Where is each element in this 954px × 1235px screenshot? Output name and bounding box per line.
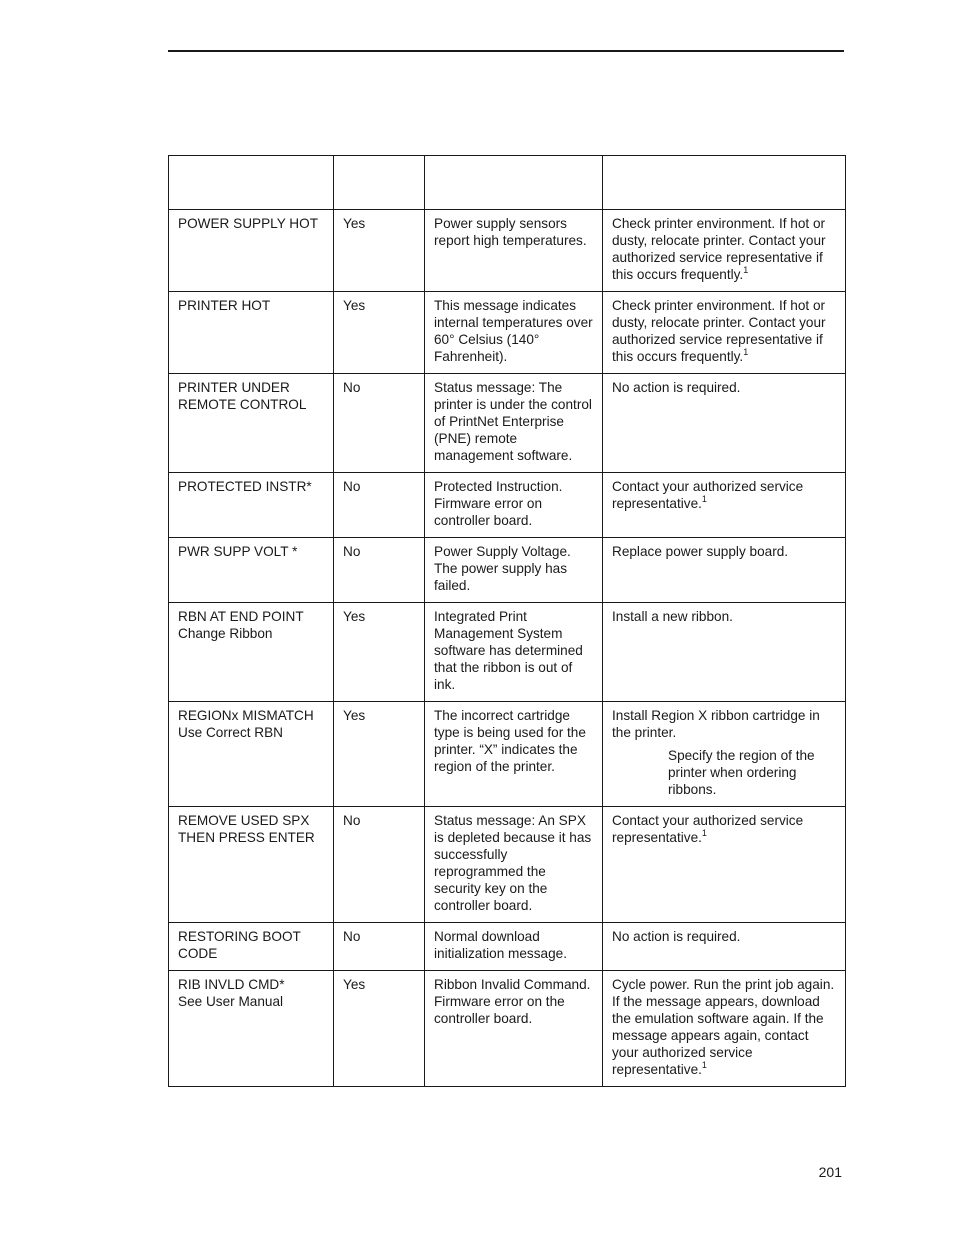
action-note: Specify the region of the printer when ordering ribbons. bbox=[668, 748, 815, 797]
header-message bbox=[169, 156, 334, 210]
header-explanation bbox=[425, 156, 603, 210]
action-cell bbox=[603, 923, 846, 971]
action-text: Contact your authorized service representative. bbox=[612, 813, 804, 845]
explanation-cell: Ribbon Invalid Command. Firmware error on the controller board. bbox=[425, 971, 603, 1087]
display-cell: Yes bbox=[334, 971, 425, 1087]
action-text: Replace power supply board. bbox=[612, 544, 789, 559]
message-line: REMOTE CONTROL bbox=[178, 397, 307, 412]
explanation-cell: Status message: The printer is under the control of PrintNet Enterprise (PNE) remote management software. bbox=[425, 374, 603, 473]
display-cell: Yes bbox=[334, 292, 425, 374]
message-cell bbox=[169, 374, 334, 473]
footnote-ref: 1 bbox=[743, 265, 749, 275]
action-cell bbox=[603, 473, 846, 538]
action-text: Check printer environment. If hot or dusty, relocate printer. Contact your authorized service representative if this occurs frequently. bbox=[612, 298, 826, 364]
message-cell bbox=[169, 702, 334, 807]
action-cell bbox=[603, 210, 846, 292]
message-line: PRINTER HOT bbox=[178, 298, 271, 313]
display-cell: Yes bbox=[334, 603, 425, 702]
action-text: Contact your authorized service representative. bbox=[612, 479, 804, 511]
display-cell: Yes bbox=[334, 210, 425, 292]
table-row bbox=[169, 971, 846, 1087]
action-cell bbox=[603, 971, 846, 1087]
message-line: RIB INVLD CMD* bbox=[178, 977, 285, 992]
display-cell: No bbox=[334, 473, 425, 538]
explanation-cell: Power supply sensors report high temperatures. bbox=[425, 210, 603, 292]
message-cell bbox=[169, 603, 334, 702]
action-text: Cycle power. Run the print job again. If the message appears, download the emulation software again. If the message appears again, contact your authorized service representative. bbox=[612, 977, 835, 1077]
table-row bbox=[169, 210, 846, 292]
header-rule bbox=[168, 50, 844, 52]
action-text: No action is required. bbox=[612, 380, 741, 395]
message-line: PROTECTED INSTR* bbox=[178, 479, 312, 494]
footnote-ref: 1 bbox=[701, 494, 707, 504]
header-display bbox=[334, 156, 425, 210]
display-cell: Yes bbox=[334, 702, 425, 807]
page-number: 201 bbox=[818, 1164, 842, 1180]
display-cell: No bbox=[334, 374, 425, 473]
message-line: CODE bbox=[178, 946, 218, 961]
action-cell bbox=[603, 702, 846, 807]
message-line: THEN PRESS ENTER bbox=[178, 830, 315, 845]
message-line: Change Ribbon bbox=[178, 626, 273, 641]
display-cell: No bbox=[334, 923, 425, 971]
table-row bbox=[169, 538, 846, 603]
action-cell bbox=[603, 603, 846, 702]
explanation-cell: Protected Instruction. Firmware error on controller board. bbox=[425, 473, 603, 538]
message-table bbox=[168, 155, 846, 1087]
message-cell bbox=[169, 971, 334, 1087]
explanation-cell: The incorrect cartridge type is being used for the printer. “X” indicates the region of the printer. bbox=[425, 702, 603, 807]
message-cell bbox=[169, 923, 334, 971]
table-header-row bbox=[169, 156, 846, 210]
explanation-cell: Status message: An SPX is depleted because it has successfully reprogrammed the security key on the controller board. bbox=[425, 807, 603, 923]
action-text: Install Region X ribbon cartridge in the printer. bbox=[612, 708, 820, 740]
message-line: PRINTER UNDER bbox=[178, 380, 290, 395]
explanation-cell: Power Supply Voltage. The power supply has failed. bbox=[425, 538, 603, 603]
table-row bbox=[169, 374, 846, 473]
message-line: Use Correct RBN bbox=[178, 725, 283, 740]
explanation-cell: This message indicates internal temperatures over 60° Celsius (140° Fahrenheit). bbox=[425, 292, 603, 374]
message-cell bbox=[169, 210, 334, 292]
table-row bbox=[169, 807, 846, 923]
explanation-cell: Normal download initialization message. bbox=[425, 923, 603, 971]
display-cell: No bbox=[334, 807, 425, 923]
message-line: REGIONx MISMATCH bbox=[178, 708, 314, 723]
message-cell bbox=[169, 538, 334, 603]
message-line: REMOVE USED SPX bbox=[178, 813, 310, 828]
action-cell bbox=[603, 374, 846, 473]
action-cell bbox=[603, 292, 846, 374]
action-text: No action is required. bbox=[612, 929, 741, 944]
action-text: Install a new ribbon. bbox=[612, 609, 733, 624]
message-cell bbox=[169, 807, 334, 923]
action-cell bbox=[603, 538, 846, 603]
explanation-cell: Integrated Print Management System software has determined that the ribbon is out of ink. bbox=[425, 603, 603, 702]
header-action bbox=[603, 156, 846, 210]
display-cell: No bbox=[334, 538, 425, 603]
message-line: RBN AT END POINT bbox=[178, 609, 304, 624]
message-line: POWER SUPPLY HOT bbox=[178, 216, 318, 231]
footnote-ref: 1 bbox=[743, 347, 749, 357]
table-row bbox=[169, 473, 846, 538]
footnote-ref: 1 bbox=[701, 1060, 707, 1070]
message-cell bbox=[169, 292, 334, 374]
message-cell bbox=[169, 473, 334, 538]
action-text: Check printer environment. If hot or dusty, relocate printer. Contact your authorized service representative if this occurs frequently. bbox=[612, 216, 826, 282]
message-line: RESTORING BOOT bbox=[178, 929, 301, 944]
table-row bbox=[169, 702, 846, 807]
table-row bbox=[169, 603, 846, 702]
message-line: See User Manual bbox=[178, 994, 284, 1009]
table-row bbox=[169, 923, 846, 971]
footnote-ref: 1 bbox=[701, 828, 707, 838]
table-row bbox=[169, 292, 846, 374]
action-cell bbox=[603, 807, 846, 923]
message-line: PWR SUPP VOLT * bbox=[178, 544, 298, 559]
